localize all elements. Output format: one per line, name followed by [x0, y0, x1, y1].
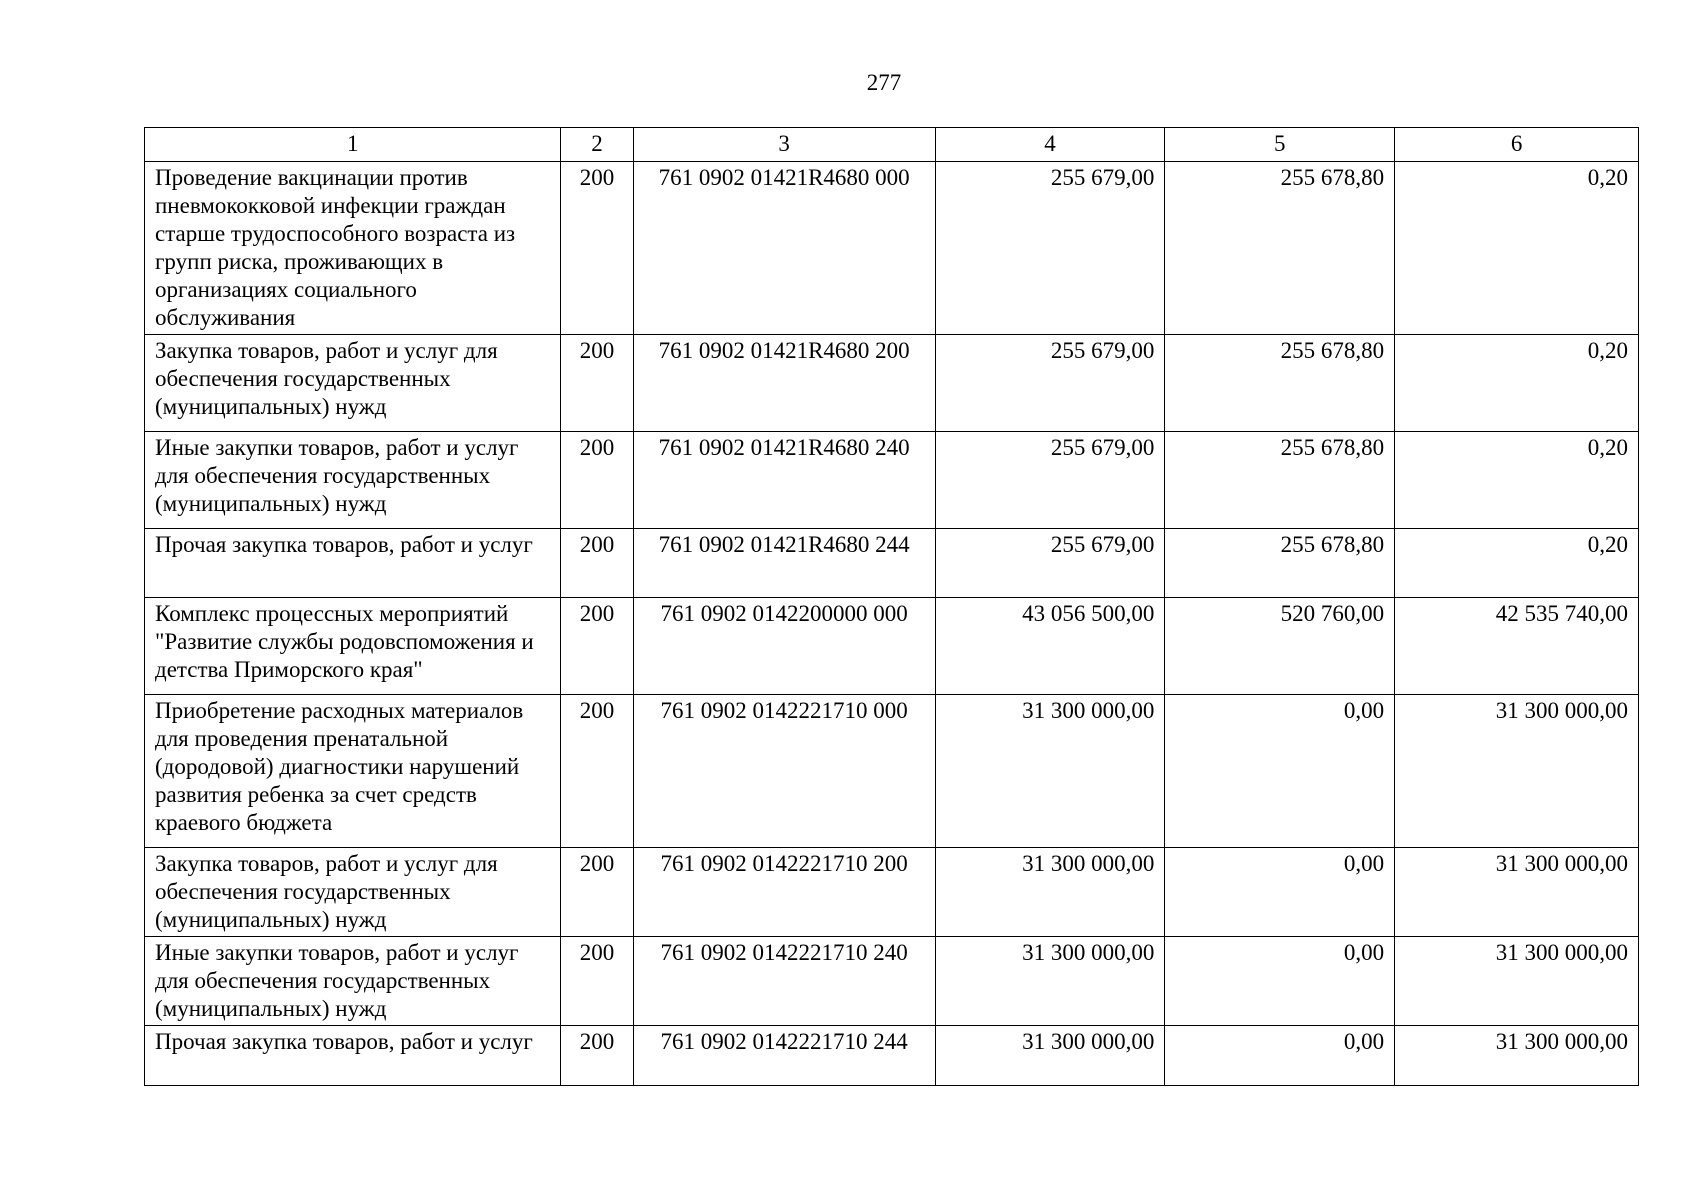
row-col5: 0,00	[1165, 695, 1395, 848]
column-header-4: 4	[935, 128, 1165, 162]
row-name: Закупка товаров, работ и услуг для обеспечения государственных (муниципальных) нужд	[145, 335, 561, 432]
table-row	[145, 937, 1639, 1026]
row-classification: 761 0902 0142221710 200	[633, 848, 935, 937]
row-name: Иные закупки товаров, работ и услуг для обеспечения государственных (муниципальных) нужд	[145, 432, 561, 529]
row-classification: 761 0902 0142200000 000	[633, 598, 935, 695]
row-col4: 31 300 000,00	[935, 695, 1165, 848]
row-classification: 761 0902 01421R4680 200	[633, 335, 935, 432]
row-classification: 761 0902 01421R4680 000	[633, 162, 935, 335]
row-col6: 0,20	[1395, 162, 1639, 335]
column-header-1: 1	[145, 128, 561, 162]
row-col5: 255 678,80	[1165, 162, 1395, 335]
column-header-6: 6	[1395, 128, 1639, 162]
row-col4: 31 300 000,00	[935, 1026, 1165, 1086]
row-col6: 31 300 000,00	[1395, 1026, 1639, 1086]
row-col5: 255 678,80	[1165, 529, 1395, 598]
row-col6: 0,20	[1395, 335, 1639, 432]
row-col6: 42 535 740,00	[1395, 598, 1639, 695]
column-header-5: 5	[1165, 128, 1395, 162]
row-col5: 0,00	[1165, 848, 1395, 937]
row-col4: 31 300 000,00	[935, 848, 1165, 937]
table-row	[145, 1026, 1639, 1086]
row-col6: 0,20	[1395, 529, 1639, 598]
table-row	[145, 529, 1639, 598]
row-code: 200	[561, 529, 633, 598]
row-col6: 31 300 000,00	[1395, 695, 1639, 848]
budget-table	[144, 127, 1639, 1086]
row-col4: 255 679,00	[935, 432, 1165, 529]
row-col5: 0,00	[1165, 1026, 1395, 1086]
row-col4: 255 679,00	[935, 335, 1165, 432]
row-name: Проведение вакцинации против пневмококковой инфекции граждан старше трудоспособного возраста из групп риска, проживающих в организациях социального обслуживания	[145, 162, 561, 335]
row-col4: 255 679,00	[935, 162, 1165, 335]
table-header	[145, 128, 1639, 162]
row-code: 200	[561, 598, 633, 695]
header-row	[145, 128, 1639, 162]
row-code: 200	[561, 1026, 633, 1086]
row-code: 200	[561, 432, 633, 529]
row-classification: 761 0902 0142221710 000	[633, 695, 935, 848]
row-name: Приобретение расходных материалов для проведения пренатальной (дородовой) диагностики нарушений развития ребенка за счет средств краевого бюджета	[145, 695, 561, 848]
row-col4: 43 056 500,00	[935, 598, 1165, 695]
row-code: 200	[561, 695, 633, 848]
row-code: 200	[561, 848, 633, 937]
row-name: Комплекс процессных мероприятий "Развитие службы родовспоможения и детства Приморского края"	[145, 598, 561, 695]
row-name: Закупка товаров, работ и услуг для обеспечения государственных (муниципальных) нужд	[145, 848, 561, 937]
table-row	[145, 162, 1639, 335]
table-body	[145, 162, 1639, 1086]
row-col4: 31 300 000,00	[935, 937, 1165, 1026]
table-row	[145, 598, 1639, 695]
row-classification: 761 0902 0142221710 244	[633, 1026, 935, 1086]
row-col5: 255 678,80	[1165, 432, 1395, 529]
row-classification: 761 0902 01421R4680 244	[633, 529, 935, 598]
row-code: 200	[561, 937, 633, 1026]
row-classification: 761 0902 01421R4680 240	[633, 432, 935, 529]
row-name: Прочая закупка товаров, работ и услуг	[145, 529, 561, 598]
column-header-3: 3	[633, 128, 935, 162]
row-col5: 255 678,80	[1165, 335, 1395, 432]
row-classification: 761 0902 0142221710 240	[633, 937, 935, 1026]
row-name: Прочая закупка товаров, работ и услуг	[145, 1026, 561, 1086]
page-number: 277	[866, 70, 902, 95]
row-col6: 0,20	[1395, 432, 1639, 529]
row-name: Иные закупки товаров, работ и услуг для обеспечения государственных (муниципальных) нужд	[145, 937, 561, 1026]
table-row	[145, 432, 1639, 529]
table-row	[145, 335, 1639, 432]
row-code: 200	[561, 162, 633, 335]
column-header-2: 2	[561, 128, 633, 162]
row-col6: 31 300 000,00	[1395, 937, 1639, 1026]
table-row	[145, 695, 1639, 848]
table-row	[145, 848, 1639, 937]
row-col5: 0,00	[1165, 937, 1395, 1026]
row-col6: 31 300 000,00	[1395, 848, 1639, 937]
row-col5: 520 760,00	[1165, 598, 1395, 695]
row-code: 200	[561, 335, 633, 432]
row-col4: 255 679,00	[935, 529, 1165, 598]
